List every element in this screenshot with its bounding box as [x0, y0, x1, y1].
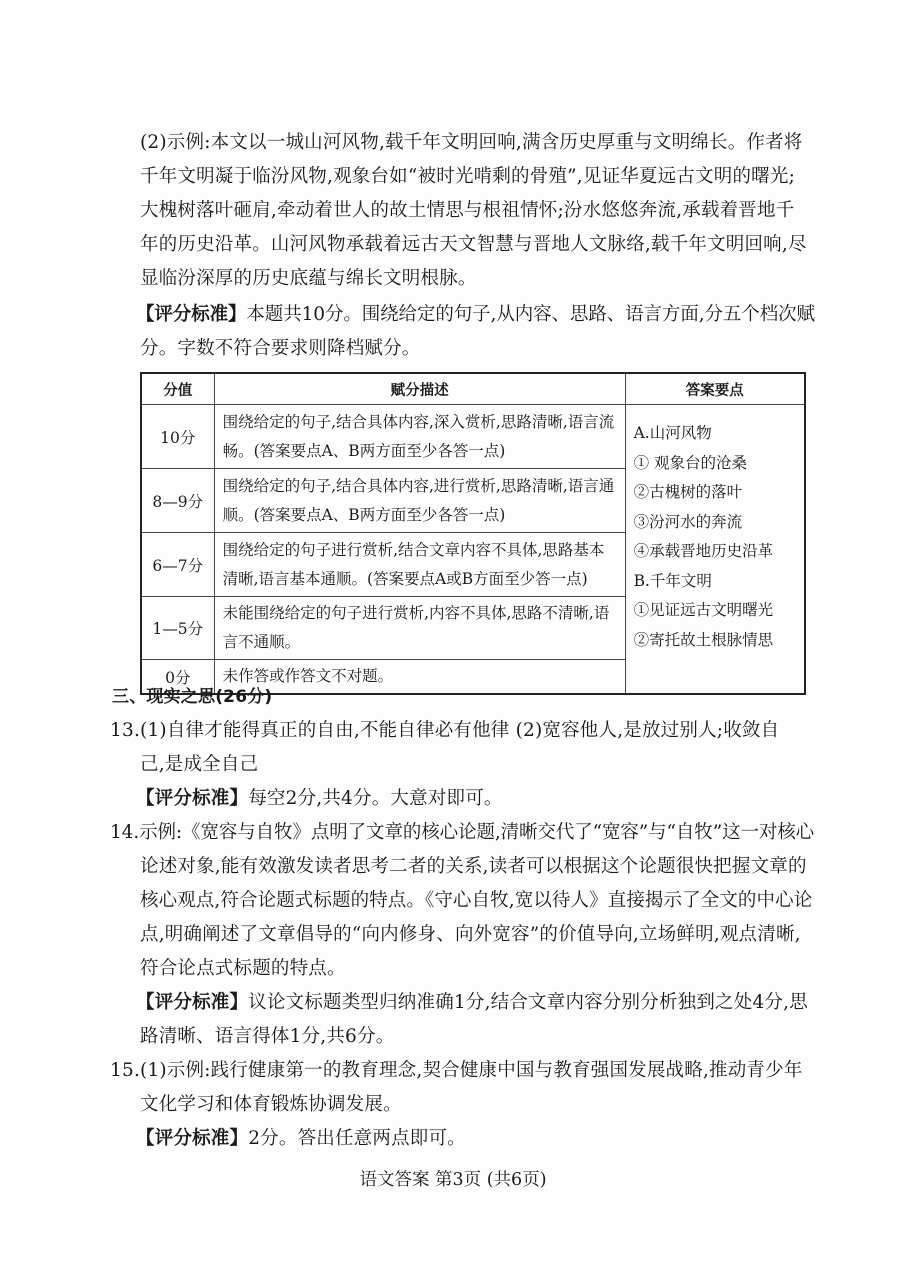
row-score: 10分 [141, 405, 214, 469]
row-score: 6—7分 [141, 533, 214, 597]
key-point: ②古槐树的落叶 [633, 483, 743, 501]
table-row [141, 405, 805, 469]
key-points-cell [625, 405, 805, 695]
page-footer: 语文答案 第3页 (共6页) [359, 1170, 547, 1190]
key-point: ②寄托故土根脉情思 [633, 630, 774, 649]
criteria-text: 每空2分,共4分。大意对即可。 [248, 788, 503, 809]
row-score: 8—9分 [141, 469, 214, 533]
criteria-tag: 【评分标准】 [136, 304, 247, 325]
key-point: B.千年文明 [633, 571, 712, 590]
row-description: 围绕给定的句子,结合具体内容,深入赏析,思路清晰,语言流畅。(答案要点A、B两方面至少各答一点) [214, 405, 625, 469]
criteria-text: 2分。答出任意两点即可。 [248, 1128, 466, 1149]
q14-line-5: 符合论点式标题的特点。 [140, 958, 346, 979]
q14-line-1: 14.示例:《宽容与自牧》点明了文章的核心论题,清晰交代了“宽容”与“自牧”这一对核心 [110, 822, 815, 843]
table-header-row [141, 373, 805, 405]
row-description: 围绕给定的句子,结合具体内容,进行赏析,思路清晰,语言通顺。(答案要点A、B两方面至少各答一点) [214, 469, 625, 533]
header-key-points: 答案要点 [625, 373, 805, 405]
header-score: 分值 [141, 373, 214, 405]
key-point: A.山河风物 [633, 424, 712, 442]
scoring-table [140, 372, 806, 695]
key-point: ④承载晋地历史沿革 [633, 542, 774, 560]
key-point: ③汾河水的奔流 [633, 512, 743, 531]
row-description: 未能围绕给定的句子进行赏析,内容不具体,思路不清晰,语言不通顺。 [214, 597, 625, 660]
q14-line-3: 核心观点,符合论题式标题的特点。《守心自牧,宽以待人》直接揭示了全文的中心论 [140, 890, 813, 911]
row-score: 0分 [141, 660, 214, 695]
q13-criteria [136, 784, 503, 814]
q14-criteria-line-1 [136, 988, 808, 1018]
criteria-text: 议论文标题类型归纳准确1分,结合文章内容分别分析独到之处4分,思 [248, 992, 808, 1013]
criteria-text: 本题共10分。围绕给定的句子,从内容、思路、语言方面,分五个档次赋 [246, 304, 815, 325]
q14-line-4: 点,明确阐述了文章倡导的“向内修身、向外宽容”的价值导向,立场鲜明,观点清晰, [140, 924, 801, 945]
key-point: ①见证远古文明曙光 [633, 601, 774, 619]
key-point: ① 观象台的沧桑 [633, 453, 748, 472]
q15-criteria [136, 1124, 466, 1154]
q12-2-line-5: 显临汾深厚的历史底蕴与绵长文明根脉。 [140, 268, 477, 289]
q15-line-1: 15.(1)示例:践行健康第一的教育理念,契合健康中国与教育强国发展战略,推动青少年 [110, 1060, 803, 1081]
q12-2-line-1: (2)示例:本文以一城山河风物,载千年文明回响,满含历史厚重与文明绵长。作者将 [140, 132, 803, 153]
q12-2-line-3: 大槐树落叶砸肩,牵动着世人的故土情思与根祖情怀;汾水悠悠奔流,承载着晋地千 [140, 200, 795, 221]
criteria-tag: 【评分标准】 [136, 992, 249, 1013]
criteria-tag: 【评分标准】 [136, 788, 249, 809]
header-description: 赋分描述 [214, 373, 625, 405]
q12-criteria-line-1 [136, 300, 815, 330]
q15-line-2: 文化学习和体育锻炼协调发展。 [140, 1094, 402, 1115]
row-description: 围绕给定的句子进行赏析,结合文章内容不具体,思路基本清晰,语言基本通顺。(答案要点A或B方面至少答一点) [214, 533, 625, 597]
q14-criteria-line-2: 路清晰、语言得体1分,共6分。 [140, 1026, 395, 1047]
criteria-tag: 【评分标准】 [136, 1128, 249, 1149]
q12-2-line-2: 千年文明凝于临汾风物,观象台如“被时光啃剩的骨殖”,见证华夏远古文明的曙光; [140, 166, 796, 187]
q13-line-2: 己,是成全自己 [140, 754, 259, 775]
q12-criteria-line-2: 分。字数不符合要求则降档赋分。 [140, 338, 421, 359]
q14-line-2: 论述对象,能有效激发读者思考二者的关系,读者可以根据这个论题很快把握文章的 [140, 856, 807, 877]
row-description: 未作答或作答文不对题。 [214, 660, 625, 695]
q12-2-line-4: 年的历史沿革。山河风物承载着远古天文智慧与晋地人文脉络,载千年文明回响,尽 [140, 234, 807, 255]
q13-line-1: 13.(1)自律才能得真正的自由,不能自律必有他律 (2)宽容他人,是放过别人;收敛自 [110, 720, 780, 741]
row-score: 1—5分 [141, 597, 214, 660]
section-title: 三、现实之思(26分) [112, 687, 273, 707]
